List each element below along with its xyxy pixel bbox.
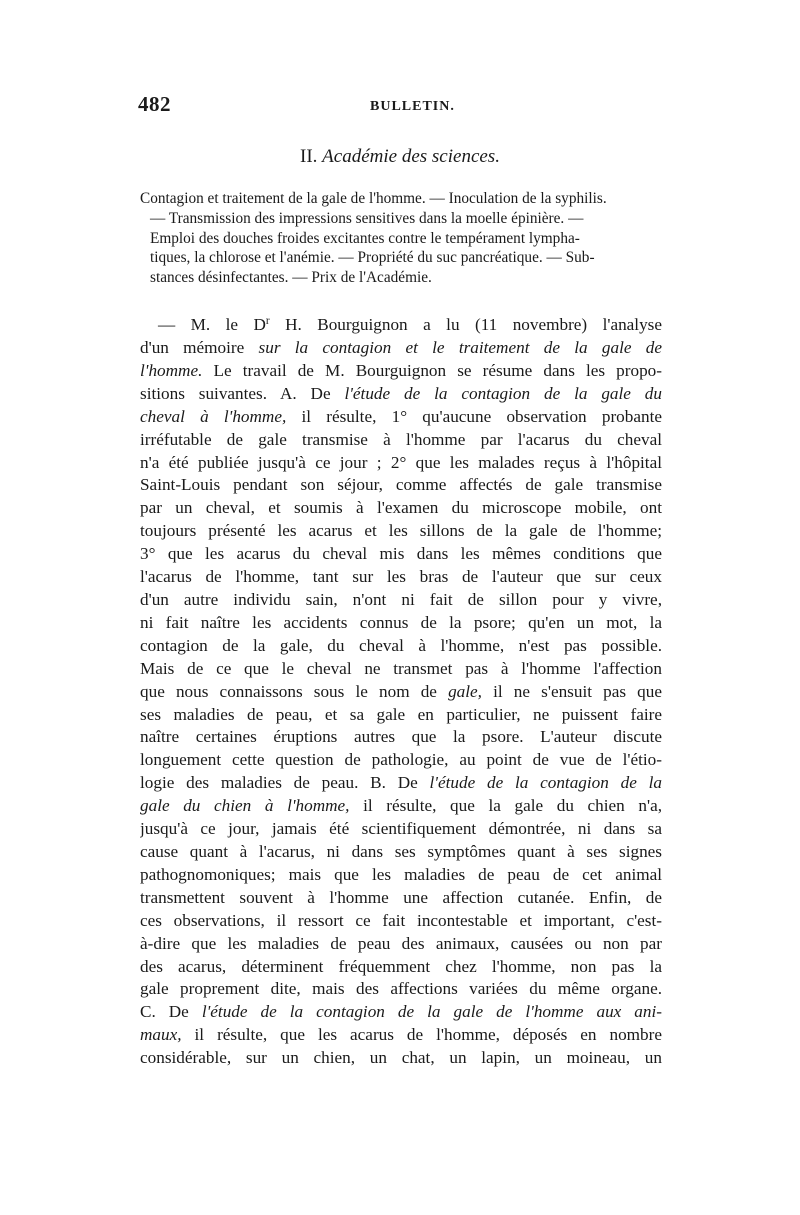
text-run: naître certaines éruptions autres que la psore. L'auteur discute <box>140 727 662 747</box>
summary-line: Contagion et traitement de la gale de l'homme. — Inoculation de la syphilis. <box>140 190 607 207</box>
body-line <box>140 1047 662 1070</box>
text-run: C. De <box>140 1002 202 1022</box>
page-header <box>138 92 662 124</box>
section-title <box>0 146 800 168</box>
body-line <box>140 543 662 566</box>
text-run: ni fait naître les accidents connus de la psore; qu'en un mot, la <box>140 612 662 632</box>
text-run: gale proprement dite, mais des affections variées du même organe. <box>140 979 662 999</box>
italic-text: l'étude de la contagion de la <box>429 773 662 793</box>
running-head: BULLETIN. <box>370 99 455 114</box>
text-run: H. Bourguignon a lu (11 novembre) l'analyse <box>269 315 662 335</box>
italic-text: gale, <box>448 681 482 701</box>
body-line <box>140 1024 662 1047</box>
body-line <box>140 429 662 452</box>
text-run: il résulte, 1° qu'aucune observation probante <box>286 406 662 426</box>
text-run: il résulte, que la gale du chien n'a, <box>349 796 662 816</box>
body-line <box>140 956 662 979</box>
text-run: pathognomoniques; mais que les maladies de peau de cet animal <box>140 864 662 884</box>
section-number: II. <box>300 146 318 167</box>
body-line <box>140 635 662 658</box>
body-line <box>140 310 662 337</box>
italic-text: gale du chien à l'homme, <box>140 796 350 816</box>
text-run: ses maladies de peau, et sa gale en particulier, ne puissent faire <box>140 704 662 724</box>
text-run: Saint-Louis pendant son séjour, comme affectés de gale transmise <box>140 475 662 495</box>
text-run: par un cheval, et soumis à l'examen du microscope mobile, ont <box>140 498 662 518</box>
section-name: Académie des sciences. <box>322 146 500 167</box>
body-line <box>140 658 662 681</box>
text-run: — M. le D <box>158 315 266 335</box>
body-line <box>140 910 662 933</box>
text-run: Mais de ce que le cheval ne transmet pas à l'homme l'affection <box>140 658 662 678</box>
body-line <box>140 887 662 910</box>
summary-line: tiques, la chlorose et l'anémie. — Propriété du suc pancréatique. — Sub- <box>150 249 595 267</box>
text-run: l'acarus de l'homme, tant sur les bras de l'auteur que sur ceux <box>140 567 662 587</box>
summary-line: Emploi des douches froides excitantes contre le tempérament lympha- <box>150 229 580 247</box>
body-line <box>140 933 662 956</box>
text-run: que nous connaissons sous le nom de <box>140 681 449 701</box>
italic-text: maux, <box>140 1025 182 1045</box>
text-run: 3° que les acarus du cheval mis dans les mêmes conditions que <box>140 544 662 564</box>
text-run: longuement cette question de pathologie, au point de vue de l'étio- <box>140 750 662 770</box>
section-summary <box>140 189 662 288</box>
summary-line: — Transmission des impressions sensitives dans la moelle épinière. — <box>150 209 584 227</box>
text-run: d'un autre individu sain, n'ont ni fait de sillon pour y vivre, <box>140 590 662 610</box>
body-line <box>140 566 662 589</box>
italic-text: cheval à l'homme, <box>140 406 287 426</box>
body-line <box>140 818 662 841</box>
text-run: il résulte, que les acarus de l'homme, déposés en nombre <box>181 1025 662 1045</box>
body-line <box>140 589 662 612</box>
text-run: à-dire que les maladies de peau des animaux, causées ou non par <box>140 933 662 953</box>
text-run: toujours présenté les acarus et les sillons de la gale de l'homme; <box>140 521 662 541</box>
body-line <box>140 772 662 795</box>
text-run: Le travail de M. Bourguignon se résume dans les propo- <box>202 360 662 380</box>
text-run: considérable, sur un chien, un chat, un lapin, un moineau, un <box>140 1048 662 1068</box>
body-line <box>140 864 662 887</box>
body-line <box>140 360 662 383</box>
body-line <box>140 497 662 520</box>
summary-line: stances désinfectantes. — Prix de l'Académie. <box>150 269 432 287</box>
body-line <box>140 452 662 475</box>
text-run: n'a été publiée jusqu'à ce jour ; 2° que les malades reçus à l'hôpital <box>140 452 662 472</box>
body-line <box>140 749 662 772</box>
body-line <box>140 383 662 406</box>
body-line <box>140 520 662 543</box>
text-run: cause quant à l'acarus, ni dans ses symptômes quant à ses signes <box>140 841 662 861</box>
superscript: r <box>265 315 270 327</box>
body-line <box>140 795 662 818</box>
text-run: contagion de la gale, du cheval à l'homme, n'est pas possible. <box>140 635 662 655</box>
italic-text: l'homme. <box>140 360 203 380</box>
body-line <box>140 681 662 704</box>
body-line <box>140 841 662 864</box>
text-run: sitions suivantes. A. De <box>140 383 345 403</box>
text-run: jusqu'à ce jour, jamais été scientifiquement démontrée, ni dans sa <box>140 819 662 839</box>
body-line <box>140 978 662 1001</box>
body-line <box>140 337 662 360</box>
text-run: irréfutable de gale transmise à l'homme par l'acarus du cheval <box>140 429 662 449</box>
text-run: il ne s'ensuit pas que <box>481 681 662 701</box>
text-run: des acarus, déterminent fréquemment chez l'homme, non pas la <box>140 956 662 976</box>
page-number: 482 <box>138 92 171 116</box>
body-line <box>140 406 662 429</box>
text-run: d'un mémoire <box>140 338 259 358</box>
italic-text: l'étude de la contagion de la gale de l'homme aux ani- <box>201 1002 662 1022</box>
italic-text: l'étude de la contagion de la gale du <box>344 383 662 403</box>
body-line <box>140 704 662 727</box>
body-line <box>140 1001 662 1024</box>
text-run: transmettent souvent à l'homme une affection cutanée. Enfin, de <box>140 887 662 907</box>
text-run: logie des maladies de peau. B. De <box>140 773 430 793</box>
body-line <box>140 726 662 749</box>
text-run: ces observations, il ressort ce fait incontestable et important, c'est- <box>140 910 662 930</box>
body-line <box>140 474 662 497</box>
italic-text: sur la contagion et le traitement de la gale de <box>258 338 662 358</box>
body-line <box>140 612 662 635</box>
article-body <box>140 310 662 1070</box>
